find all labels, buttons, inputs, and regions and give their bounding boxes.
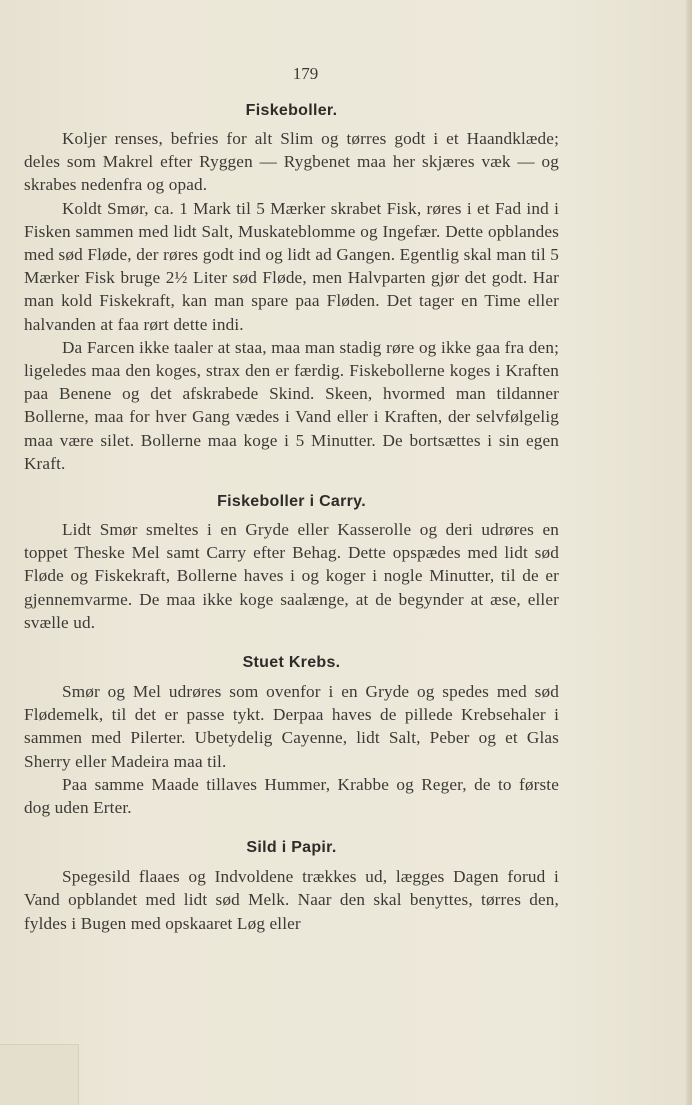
- corner-stamp: [0, 1044, 79, 1105]
- section-title-fiskeboller-i-carry: Fiskeboller i Carry.: [217, 493, 366, 511]
- page-edge: [686, 0, 692, 1105]
- paragraph: Lidt Smør smeltes i en Gryde eller Kasserolle og deri udrøres en toppet Theske Mel samt Carry efter Behag. Dette opspædes med lidt sød Fløde og Fiskekraft, Bollerne haves i og koger i nogle Minutter, til de er gjennemvarme. De maa ikke koge saalænge, at de begynder at æse, eller svælle ud.: [24, 520, 559, 632]
- paragraph: Smør og Mel udrøres som ovenfor i en Gryde og spedes med sød Flødemelk, til det er passe tykt. Derpaa haves de pillede Krebsehaler i sammen med Pilerter. Ubetydelig Cayenne, lidt Salt, Peber og et Glas Sherry eller Madeira maa til.: [24, 682, 559, 771]
- paragraph: Paa samme Maade tillaves Hummer, Krabbe og Reger, de to første dog uden Erter.: [24, 774, 559, 818]
- paragraph: Koljer renses, befries for alt Slim og tørres godt i et Haandklæde; deles som Makrel efter Ryggen — Rygbenet maa her skjæres væk — og skrabes nedenfra og opad.: [24, 129, 559, 195]
- section-title-stuet-krebs: Stuet Krebs.: [242, 654, 341, 672]
- section-title-fiskeboller: Fiskeboller.: [245, 102, 338, 119]
- paragraph: Spegesild flaaes og Indvoldene trækkes ud, lægges Dagen forud i Vand opblandet med lidt sød Melk. Naar den skal benyttes, tørres den, fyldes i Bugen med opskaaret Løg eller: [24, 867, 559, 933]
- section-title-sild-i-papir: Sild i Papir.: [246, 839, 337, 857]
- paragraph: Koldt Smør, ca. 1 Mark til 5 Mærker skrabet Fisk, røres i et Fad ind i Fisken sammen med lidt Salt, Muskateblomme og Ingefær. Dette opblandes med sød Fløde, der røres godt ind og lidt ad Gangen. Egentlig skal man til 5 Mærker Fisk bruge 2½ Liter sød Fløde, men Halvparten gjør det godt. Har man kold Fiskekraft, kan man spare paa Fløden. Det tager en Time eller halvanden at faa rørt dette indi.: [24, 198, 559, 334]
- page-number: 179: [292, 64, 319, 83]
- text-column: [24, 62, 559, 935]
- paragraph: Da Farcen ikke taaler at staa, maa man stadig røre og ikke gaa fra den; ligeledes maa den koges, strax den er færdig. Fiskebollerne koges i Kraften paa Benene og det afskrabede Skind. Skeen, hvormed man tildanner Bollerne, maa for hver Gang vædes i Vand eller i Kraften, der selvfølgelig maa være silet. Bollerne maa koge i 5 Minutter. De bortsættes i sin egen Kraft.: [24, 337, 559, 473]
